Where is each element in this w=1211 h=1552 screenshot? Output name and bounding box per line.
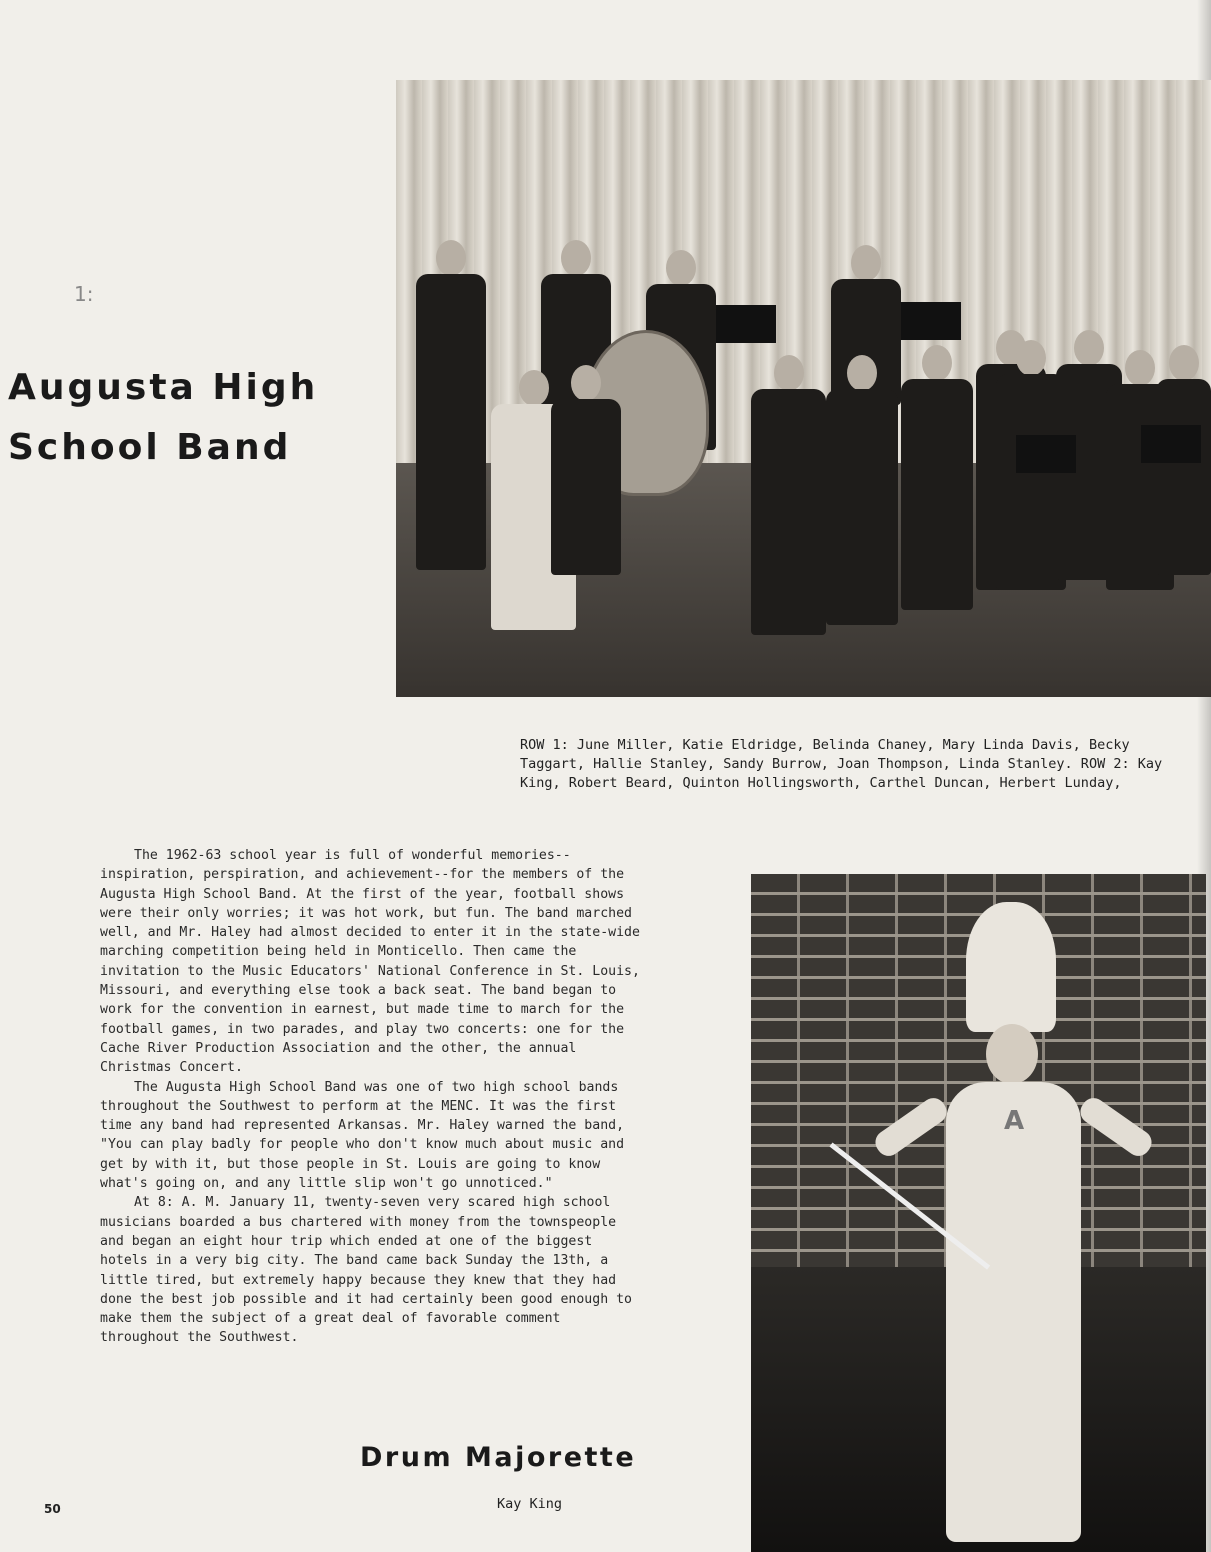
article-paragraph: At 8: A. M. January 11, twenty-seven very scared high school musicians boarded a bus chartered with money from the townspeople and began an eight hour trip which ended at one of the biggest hotels in a very big city. The band came back Sunday the 13th, a little tired, but extremely happy because they knew that they had done the best job possible and it had certainly been good enough to make them the subject of a great deal of favorable comment throughout the Southwest. <box>100 1195 632 1346</box>
plumed-hat <box>966 902 1056 1032</box>
band-member-figure <box>751 355 826 635</box>
uniform-crest: A <box>1003 1106 1025 1136</box>
band-member-figure <box>826 355 898 625</box>
title-line-2: School Band <box>8 427 292 468</box>
article-paragraph: The Augusta High School Band was one of two high school bands throughout the Southwest to perform at the MENC. It was the first time any band had represented Arkansas. Mr. Haley warned the band, "You can play badly for people who don't know much about music and get by with it, but those people in St. Louis are going to know what's going on, and any little slip won't go unnoticed." <box>100 1079 625 1192</box>
pencil-annotation: 1: <box>74 282 94 306</box>
title-line-1: Augusta High <box>8 367 319 408</box>
band-member-figure <box>901 345 973 610</box>
music-stand <box>901 302 961 340</box>
band-member-figure <box>416 240 486 570</box>
music-stand <box>716 305 776 343</box>
article-paragraph: The 1962-63 school year is full of wonderful memories--inspiration, perspiration, and achievement--for the members of the Augusta High School Band. At the first of the year, football shows were their only worries; it was hot work, but fun. The band marched well, and Mr. Haley had almost decided to enter it in the state-wide marching competition being held in Monticello. Then came the invitation to the Music Educators' National Conference in St. Louis, Missouri, and everything else took a back seat. The band began to work for the convention in earnest, but made time to march for the football games, in two parades, and play two concerts: one for the Cache River Production Association and the other, the annual Christmas Concert. <box>100 848 640 1076</box>
page-number: 50 <box>44 1502 61 1516</box>
majorette-face <box>986 1024 1038 1084</box>
section-heading: Drum Majorette <box>360 1442 637 1473</box>
majorette-uniform <box>946 1082 1081 1542</box>
drum-majorette-photo <box>751 874 1206 1552</box>
page-title <box>8 358 318 478</box>
music-stand <box>1016 435 1076 473</box>
majorette-name: Kay King <box>497 1496 563 1512</box>
band-group-photo <box>396 80 1211 697</box>
article-body <box>100 846 640 1348</box>
music-stand <box>1141 425 1201 463</box>
band-member-figure <box>551 365 621 575</box>
photo-caption: ROW 1: June Miller, Katie Eldridge, Belinda Chaney, Mary Linda Davis, Becky Taggart, Hallie Stanley, Sandy Burrow, Joan Thompson, Linda Stanley. ROW 2: Kay King, Robert Beard, Quinton Hollingsworth, Carthel Duncan, Herbert Lunday, <box>520 737 1163 791</box>
